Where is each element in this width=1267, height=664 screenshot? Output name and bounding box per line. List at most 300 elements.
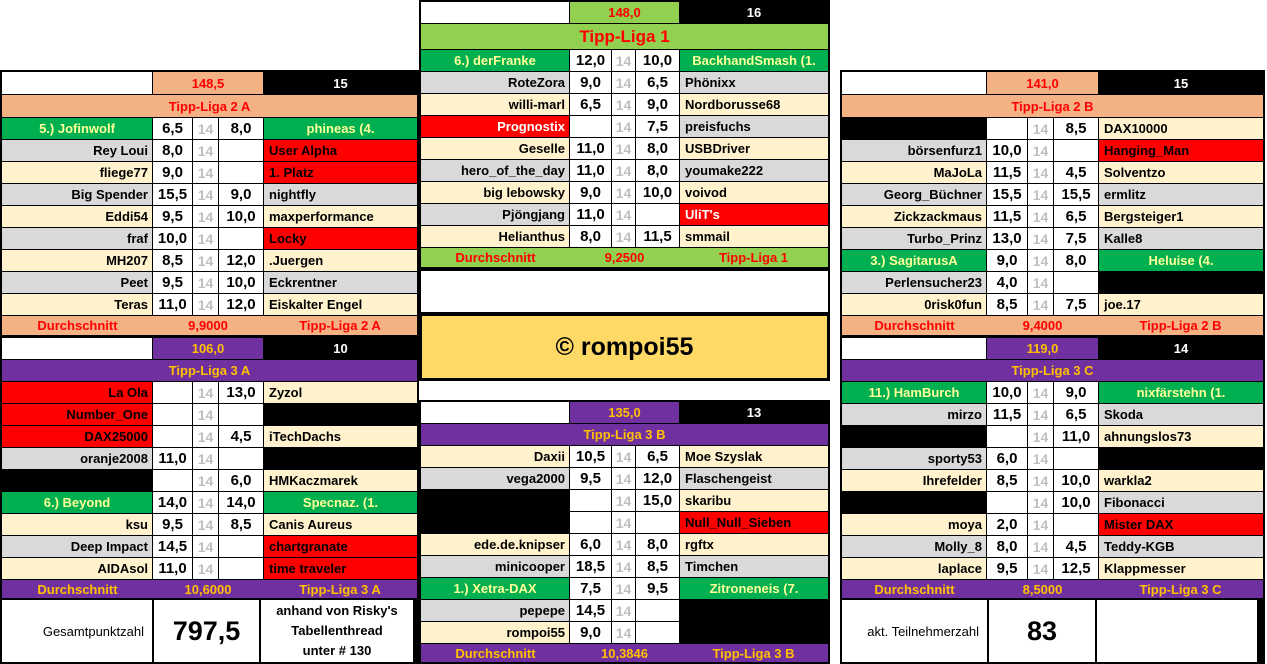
player-name-cell[interactable]: Heluise (4.	[1099, 250, 1263, 271]
player-name-cell[interactable]: BackhandSmash (1.	[680, 50, 828, 71]
games-count-cell[interactable]: 14	[1028, 294, 1053, 315]
summary-blank-cell[interactable]	[2, 72, 152, 94]
player-name-cell[interactable]: UliT's	[680, 204, 828, 225]
player-name-cell[interactable]: Turbo_Prinz	[842, 228, 986, 249]
participants-value[interactable]: 83	[989, 600, 1095, 662]
summary-count-cell[interactable]: 10	[264, 338, 417, 359]
score-cell[interactable]: 10,5	[570, 446, 611, 467]
player-name-cell[interactable]: Nordborusse68	[680, 94, 828, 115]
player-name-cell[interactable]: Eiskalter Engel	[264, 294, 417, 315]
score-cell[interactable]: 8,5	[1054, 118, 1098, 139]
games-count-cell[interactable]: 14	[1028, 382, 1053, 403]
score-cell[interactable]: 7,5	[636, 116, 679, 137]
player-name-cell[interactable]	[264, 404, 417, 425]
score-cell[interactable]	[219, 162, 263, 183]
score-cell[interactable]: 9,0	[987, 250, 1027, 271]
score-cell[interactable]: 10,0	[636, 182, 679, 203]
player-name-cell[interactable]	[421, 490, 569, 511]
player-name-cell[interactable]: big lebowsky	[421, 182, 569, 203]
total-points-value[interactable]: 797,5	[154, 600, 259, 662]
empty-footer-cell[interactable]	[1097, 600, 1257, 662]
score-cell[interactable]: 9,0	[1054, 382, 1098, 403]
games-count-cell[interactable]: 14	[193, 492, 218, 513]
summary-points-cell[interactable]: 119,0	[987, 338, 1098, 359]
summary-points-cell[interactable]: 135,0	[570, 402, 679, 423]
player-name-cell[interactable]: 11.) HamBurch	[842, 382, 986, 403]
player-name-cell[interactable]: Geselle	[421, 138, 569, 159]
player-name-cell[interactable]: Teras	[2, 294, 152, 315]
player-name-cell[interactable]: Klappmesser	[1099, 558, 1263, 579]
games-count-cell[interactable]: 14	[1028, 206, 1053, 227]
player-name-cell[interactable]: preisfuchs	[680, 116, 828, 137]
league-title-liga3c[interactable]: Tipp-Liga 3 C	[842, 360, 1263, 381]
score-cell[interactable]	[153, 382, 192, 403]
games-count-cell[interactable]: 14	[612, 490, 635, 511]
player-name-cell[interactable]: Null_Null_Sieben	[680, 512, 828, 533]
player-name-cell[interactable]: youmake222	[680, 160, 828, 181]
player-name-cell[interactable]: Daxii	[421, 446, 569, 467]
player-name-cell[interactable]: Prognostix	[421, 116, 569, 137]
player-name-cell[interactable]: fraf	[2, 228, 152, 249]
games-count-cell[interactable]: 14	[193, 426, 218, 447]
score-cell[interactable]: 8,5	[987, 294, 1027, 315]
games-count-cell[interactable]: 14	[1028, 184, 1053, 205]
average-row-liga3b[interactable]	[421, 644, 828, 662]
score-cell[interactable]: 8,0	[636, 138, 679, 159]
player-name-cell[interactable]: pepepe	[421, 600, 569, 621]
games-count-cell[interactable]: 14	[193, 558, 218, 579]
score-cell[interactable]: 9,5	[570, 468, 611, 489]
games-count-cell[interactable]: 14	[1028, 448, 1053, 469]
games-count-cell[interactable]: 14	[612, 204, 635, 225]
player-name-cell[interactable]: fliege77	[2, 162, 152, 183]
player-name-cell[interactable]: nixfärstehn (1.	[1099, 382, 1263, 403]
summary-count-cell[interactable]: 13	[680, 402, 828, 423]
player-name-cell[interactable]: 6.) derFranke	[421, 50, 569, 71]
score-cell[interactable]: 8,0	[153, 140, 192, 161]
summary-count-cell[interactable]: 14	[1099, 338, 1263, 359]
score-cell[interactable]	[570, 512, 611, 533]
league-title-liga2a[interactable]: Tipp-Liga 2 A	[2, 95, 417, 117]
player-name-cell[interactable]: Mister DAX	[1099, 514, 1263, 535]
score-cell[interactable]: 12,0	[219, 294, 263, 315]
player-name-cell[interactable]: joe.17	[1099, 294, 1263, 315]
player-name-cell[interactable]: Georg_Büchner	[842, 184, 986, 205]
player-name-cell[interactable]: Peet	[2, 272, 152, 293]
score-cell[interactable]: 9,0	[153, 162, 192, 183]
player-name-cell[interactable]: User Alpha	[264, 140, 417, 161]
summary-points-cell[interactable]: 148,0	[570, 2, 679, 23]
summary-blank-cell[interactable]	[421, 2, 569, 23]
score-cell[interactable]: 13,0	[987, 228, 1027, 249]
score-cell[interactable]: 8,0	[570, 226, 611, 247]
score-cell[interactable]: 11,0	[570, 160, 611, 181]
games-count-cell[interactable]: 14	[1028, 492, 1053, 513]
average-row-liga2a[interactable]	[2, 316, 417, 335]
league-title-liga1[interactable]: Tipp-Liga 1	[421, 24, 828, 49]
score-cell[interactable]: 11,0	[153, 448, 192, 469]
player-name-cell[interactable]	[680, 622, 828, 643]
player-name-cell[interactable]: Eddi54	[2, 206, 152, 227]
player-name-cell[interactable]: Teddy-KGB	[1099, 536, 1263, 557]
score-cell[interactable]: 9,0	[570, 622, 611, 643]
score-cell[interactable]: 15,0	[636, 490, 679, 511]
player-name-cell[interactable]: 3.) SagitarusA	[842, 250, 986, 271]
player-name-cell[interactable]: RoteZora	[421, 72, 569, 93]
score-cell[interactable]: 9,0	[636, 94, 679, 115]
score-cell[interactable]	[219, 558, 263, 579]
score-cell[interactable]: 10,0	[219, 206, 263, 227]
games-count-cell[interactable]: 14	[193, 272, 218, 293]
summary-blank-cell[interactable]	[421, 402, 569, 423]
player-name-cell[interactable]	[421, 512, 569, 533]
player-name-cell[interactable]: Pjöngjang	[421, 204, 569, 225]
player-name-cell[interactable]: vega2000	[421, 468, 569, 489]
score-cell[interactable]	[570, 490, 611, 511]
player-name-cell[interactable]: 1.) Xetra-DAX	[421, 578, 569, 599]
player-name-cell[interactable]: warkla2	[1099, 470, 1263, 491]
player-name-cell[interactable]: Locky	[264, 228, 417, 249]
score-cell[interactable]: 11,0	[570, 138, 611, 159]
score-cell[interactable]: 6,5	[153, 118, 192, 139]
score-cell[interactable]	[219, 536, 263, 557]
games-count-cell[interactable]: 14	[612, 226, 635, 247]
score-cell[interactable]: 6,5	[636, 446, 679, 467]
summary-count-cell[interactable]: 15	[1099, 72, 1263, 94]
score-cell[interactable]	[1054, 448, 1098, 469]
score-cell[interactable]: 4,5	[1054, 536, 1098, 557]
player-name-cell[interactable]: Moe Szyslak	[680, 446, 828, 467]
score-cell[interactable]: 7,5	[1054, 294, 1098, 315]
score-cell[interactable]: 15,5	[1054, 184, 1098, 205]
games-count-cell[interactable]: 14	[193, 294, 218, 315]
player-name-cell[interactable]: Timchen	[680, 556, 828, 577]
player-name-cell[interactable]: Fibonacci	[1099, 492, 1263, 513]
player-name-cell[interactable]: DAX25000	[2, 426, 152, 447]
score-cell[interactable]: 7,5	[1054, 228, 1098, 249]
score-cell[interactable]: 8,0	[219, 118, 263, 139]
player-name-cell[interactable]	[680, 600, 828, 621]
player-name-cell[interactable]: mirzo	[842, 404, 986, 425]
games-count-cell[interactable]: 14	[612, 468, 635, 489]
score-cell[interactable]: 10,0	[987, 140, 1027, 161]
games-count-cell[interactable]: 14	[193, 162, 218, 183]
player-name-cell[interactable]: Perlensucher23	[842, 272, 986, 293]
player-name-cell[interactable]	[842, 492, 986, 513]
player-name-cell[interactable]: rgftx	[680, 534, 828, 555]
score-cell[interactable]: 7,5	[570, 578, 611, 599]
summary-points-cell[interactable]: 148,5	[153, 72, 263, 94]
player-name-cell[interactable]: time traveler	[264, 558, 417, 579]
player-name-cell[interactable]: ksu	[2, 514, 152, 535]
games-count-cell[interactable]: 14	[193, 536, 218, 557]
score-cell[interactable]: 6,0	[570, 534, 611, 555]
score-cell[interactable]: 10,0	[1054, 470, 1098, 491]
score-cell[interactable]: 9,5	[153, 206, 192, 227]
player-name-cell[interactable]: AIDAsol	[2, 558, 152, 579]
score-cell[interactable]: 10,0	[219, 272, 263, 293]
score-cell[interactable]: 10,0	[636, 50, 679, 71]
score-cell[interactable]: 9,0	[570, 72, 611, 93]
score-cell[interactable]	[987, 118, 1027, 139]
score-cell[interactable]: 8,0	[987, 536, 1027, 557]
player-name-cell[interactable]	[1099, 448, 1263, 469]
games-count-cell[interactable]: 14	[193, 118, 218, 139]
games-count-cell[interactable]: 14	[612, 94, 635, 115]
games-count-cell[interactable]: 14	[1028, 140, 1053, 161]
player-name-cell[interactable]: Eckrentner	[264, 272, 417, 293]
games-count-cell[interactable]: 14	[193, 206, 218, 227]
player-name-cell[interactable]	[1099, 272, 1263, 293]
summary-points-cell[interactable]: 106,0	[153, 338, 263, 359]
score-cell[interactable]: 9,5	[153, 514, 192, 535]
score-cell[interactable]	[636, 512, 679, 533]
player-name-cell[interactable]: Zickzackmaus	[842, 206, 986, 227]
player-name-cell[interactable]: Skoda	[1099, 404, 1263, 425]
player-name-cell[interactable]: laplace	[842, 558, 986, 579]
score-cell[interactable]: 8,0	[636, 160, 679, 181]
score-cell[interactable]: 8,0	[1054, 250, 1098, 271]
games-count-cell[interactable]: 14	[1028, 470, 1053, 491]
player-name-cell[interactable]: La Ola	[2, 382, 152, 403]
summary-points-cell[interactable]: 141,0	[987, 72, 1098, 94]
player-name-cell[interactable]	[842, 118, 986, 139]
score-cell[interactable]: 2,0	[987, 514, 1027, 535]
player-name-cell[interactable]	[842, 426, 986, 447]
score-cell[interactable]: 11,5	[987, 162, 1027, 183]
score-cell[interactable]	[1054, 514, 1098, 535]
games-count-cell[interactable]: 14	[193, 250, 218, 271]
score-cell[interactable]: 11,5	[987, 206, 1027, 227]
games-count-cell[interactable]: 14	[612, 50, 635, 71]
score-cell[interactable]	[636, 204, 679, 225]
average-row-liga2b[interactable]	[842, 316, 1263, 335]
score-cell[interactable]	[219, 448, 263, 469]
games-count-cell[interactable]: 14	[193, 404, 218, 425]
player-name-cell[interactable]: Bergsteiger1	[1099, 206, 1263, 227]
score-cell[interactable]: 8,5	[153, 250, 192, 271]
games-count-cell[interactable]: 14	[193, 514, 218, 535]
score-cell[interactable]: 6,5	[636, 72, 679, 93]
player-name-cell[interactable]: phineas (4.	[264, 118, 417, 139]
player-name-cell[interactable]: USBDriver	[680, 138, 828, 159]
player-name-cell[interactable]: Specnaz. (1.	[264, 492, 417, 513]
player-name-cell[interactable]: Kalle8	[1099, 228, 1263, 249]
player-name-cell[interactable]: Big Spender	[2, 184, 152, 205]
player-name-cell[interactable]: börsenfurz1	[842, 140, 986, 161]
games-count-cell[interactable]: 14	[193, 448, 218, 469]
games-count-cell[interactable]: 14	[1028, 558, 1053, 579]
games-count-cell[interactable]: 14	[612, 182, 635, 203]
score-cell[interactable]: 9,0	[219, 184, 263, 205]
games-count-cell[interactable]: 14	[1028, 118, 1053, 139]
games-count-cell[interactable]: 14	[193, 140, 218, 161]
player-name-cell[interactable]: ahnungslos73	[1099, 426, 1263, 447]
score-cell[interactable]	[636, 622, 679, 643]
player-name-cell[interactable]: ermlitz	[1099, 184, 1263, 205]
average-row-liga1[interactable]	[421, 248, 828, 267]
summary-blank-cell[interactable]	[842, 338, 986, 359]
games-count-cell[interactable]: 14	[1028, 250, 1053, 271]
player-name-cell[interactable]: rompoi55	[421, 622, 569, 643]
games-count-cell[interactable]: 14	[612, 622, 635, 643]
player-name-cell[interactable]: moya	[842, 514, 986, 535]
score-cell[interactable]	[219, 404, 263, 425]
score-cell[interactable]: 12,0	[636, 468, 679, 489]
score-cell[interactable]	[987, 492, 1027, 513]
score-cell[interactable]	[636, 600, 679, 621]
score-cell[interactable]: 14,0	[153, 492, 192, 513]
score-cell[interactable]	[987, 426, 1027, 447]
player-name-cell[interactable]: MaJoLa	[842, 162, 986, 183]
player-name-cell[interactable]: Hanging_Man	[1099, 140, 1263, 161]
score-cell[interactable]: 11,0	[570, 204, 611, 225]
score-cell[interactable]	[219, 140, 263, 161]
player-name-cell[interactable]: HMKaczmarek	[264, 470, 417, 491]
summary-count-cell[interactable]: 15	[264, 72, 417, 94]
score-cell[interactable]: 4,0	[987, 272, 1027, 293]
player-name-cell[interactable]: Canis Aureus	[264, 514, 417, 535]
games-count-cell[interactable]: 14	[1028, 514, 1053, 535]
player-name-cell[interactable]: ede.de.knipser	[421, 534, 569, 555]
summary-count-cell[interactable]: 16	[680, 2, 828, 23]
score-cell[interactable]: 12,0	[219, 250, 263, 271]
games-count-cell[interactable]: 14	[612, 160, 635, 181]
score-cell[interactable]: 6,5	[570, 94, 611, 115]
score-cell[interactable]: 11,0	[1054, 426, 1098, 447]
player-name-cell[interactable]: MH207	[2, 250, 152, 271]
score-cell[interactable]: 15,5	[987, 184, 1027, 205]
score-cell[interactable]	[570, 116, 611, 137]
player-name-cell[interactable]: willi-marl	[421, 94, 569, 115]
league-title-liga2b[interactable]: Tipp-Liga 2 B	[842, 95, 1263, 117]
score-cell[interactable]	[219, 228, 263, 249]
games-count-cell[interactable]: 14	[612, 600, 635, 621]
player-name-cell[interactable]: .Juergen	[264, 250, 417, 271]
score-cell[interactable]	[153, 470, 192, 491]
games-count-cell[interactable]: 14	[1028, 162, 1053, 183]
score-cell[interactable]: 8,5	[636, 556, 679, 577]
score-cell[interactable]	[153, 404, 192, 425]
player-name-cell[interactable]: hero_of_the_day	[421, 160, 569, 181]
games-count-cell[interactable]: 14	[193, 184, 218, 205]
score-cell[interactable]	[153, 426, 192, 447]
player-name-cell[interactable]: Flaschengeist	[680, 468, 828, 489]
player-name-cell[interactable]: chartgranate	[264, 536, 417, 557]
player-name-cell[interactable]: 5.) Jofinwolf	[2, 118, 152, 139]
score-cell[interactable]: 18,5	[570, 556, 611, 577]
games-count-cell[interactable]: 14	[612, 578, 635, 599]
player-name-cell[interactable]: Rey Loui	[2, 140, 152, 161]
games-count-cell[interactable]: 14	[612, 512, 635, 533]
player-name-cell[interactable]: skaribu	[680, 490, 828, 511]
score-cell[interactable]: 8,5	[987, 470, 1027, 491]
score-cell[interactable]: 8,5	[219, 514, 263, 535]
score-cell[interactable]: 8,0	[636, 534, 679, 555]
score-cell[interactable]: 11,0	[153, 558, 192, 579]
score-cell[interactable]: 12,5	[1054, 558, 1098, 579]
score-cell[interactable]: 12,0	[570, 50, 611, 71]
player-name-cell[interactable]: Molly_8	[842, 536, 986, 557]
summary-blank-cell[interactable]	[2, 338, 152, 359]
games-count-cell[interactable]: 14	[612, 556, 635, 577]
score-cell[interactable]: 9,5	[987, 558, 1027, 579]
games-count-cell[interactable]: 14	[1028, 272, 1053, 293]
games-count-cell[interactable]: 14	[612, 534, 635, 555]
player-name-cell[interactable]: Phönixx	[680, 72, 828, 93]
score-cell[interactable]: 14,0	[219, 492, 263, 513]
score-cell[interactable]: 6,5	[1054, 206, 1098, 227]
player-name-cell[interactable]: Ihrefelder	[842, 470, 986, 491]
score-cell[interactable]: 6,0	[219, 470, 263, 491]
player-name-cell[interactable]: 6.) Beyond	[2, 492, 152, 513]
games-count-cell[interactable]: 14	[193, 228, 218, 249]
score-cell[interactable]: 11,5	[636, 226, 679, 247]
score-cell[interactable]: 4,5	[1054, 162, 1098, 183]
score-cell[interactable]: 4,5	[219, 426, 263, 447]
player-name-cell[interactable]: Solventzo	[1099, 162, 1263, 183]
games-count-cell[interactable]: 14	[1028, 228, 1053, 249]
games-count-cell[interactable]: 14	[612, 116, 635, 137]
games-count-cell[interactable]: 14	[1028, 404, 1053, 425]
score-cell[interactable]: 11,5	[987, 404, 1027, 425]
score-cell[interactable]: 9,5	[636, 578, 679, 599]
league-title-liga3b[interactable]: Tipp-Liga 3 B	[421, 424, 828, 445]
player-name-cell[interactable]: Zyzol	[264, 382, 417, 403]
score-cell[interactable]	[1054, 140, 1098, 161]
score-cell[interactable]: 6,0	[987, 448, 1027, 469]
summary-blank-cell[interactable]	[842, 72, 986, 94]
score-cell[interactable]: 6,5	[1054, 404, 1098, 425]
player-name-cell[interactable]: DAX10000	[1099, 118, 1263, 139]
score-cell[interactable]: 9,0	[570, 182, 611, 203]
player-name-cell[interactable]	[264, 448, 417, 469]
average-row-liga3a[interactable]	[2, 580, 417, 598]
league-title-liga3a[interactable]: Tipp-Liga 3 A	[2, 360, 417, 381]
score-cell[interactable]: 10,0	[1054, 492, 1098, 513]
player-name-cell[interactable]: 0risk0fun	[842, 294, 986, 315]
average-row-liga3c[interactable]	[842, 580, 1263, 598]
player-name-cell[interactable]: iTechDachs	[264, 426, 417, 447]
games-count-cell[interactable]: 14	[1028, 426, 1053, 447]
player-name-cell[interactable]: 1. Platz	[264, 162, 417, 183]
games-count-cell[interactable]: 14	[612, 72, 635, 93]
score-cell[interactable]: 11,0	[153, 294, 192, 315]
empty-rows-cell[interactable]	[419, 269, 830, 314]
player-name-cell[interactable]: smmail	[680, 226, 828, 247]
player-name-cell[interactable]: voivod	[680, 182, 828, 203]
games-count-cell[interactable]: 14	[193, 382, 218, 403]
games-count-cell[interactable]: 14	[612, 446, 635, 467]
player-name-cell[interactable]: Zitroneneis (7.	[680, 578, 828, 599]
score-cell[interactable]: 13,0	[219, 382, 263, 403]
player-name-cell[interactable]: Helianthus	[421, 226, 569, 247]
games-count-cell[interactable]: 14	[193, 470, 218, 491]
score-cell[interactable]: 10,0	[153, 228, 192, 249]
score-cell[interactable]: 14,5	[153, 536, 192, 557]
games-count-cell[interactable]: 14	[612, 138, 635, 159]
player-name-cell[interactable]: nightfly	[264, 184, 417, 205]
score-cell[interactable]: 9,5	[153, 272, 192, 293]
player-name-cell[interactable]	[2, 470, 152, 491]
score-cell[interactable]: 15,5	[153, 184, 192, 205]
score-cell[interactable]: 14,5	[570, 600, 611, 621]
player-name-cell[interactable]: Deep Impact	[2, 536, 152, 557]
player-name-cell[interactable]: maxperformance	[264, 206, 417, 227]
player-name-cell[interactable]: minicooper	[421, 556, 569, 577]
player-name-cell[interactable]: sporty53	[842, 448, 986, 469]
games-count-cell[interactable]: 14	[1028, 536, 1053, 557]
